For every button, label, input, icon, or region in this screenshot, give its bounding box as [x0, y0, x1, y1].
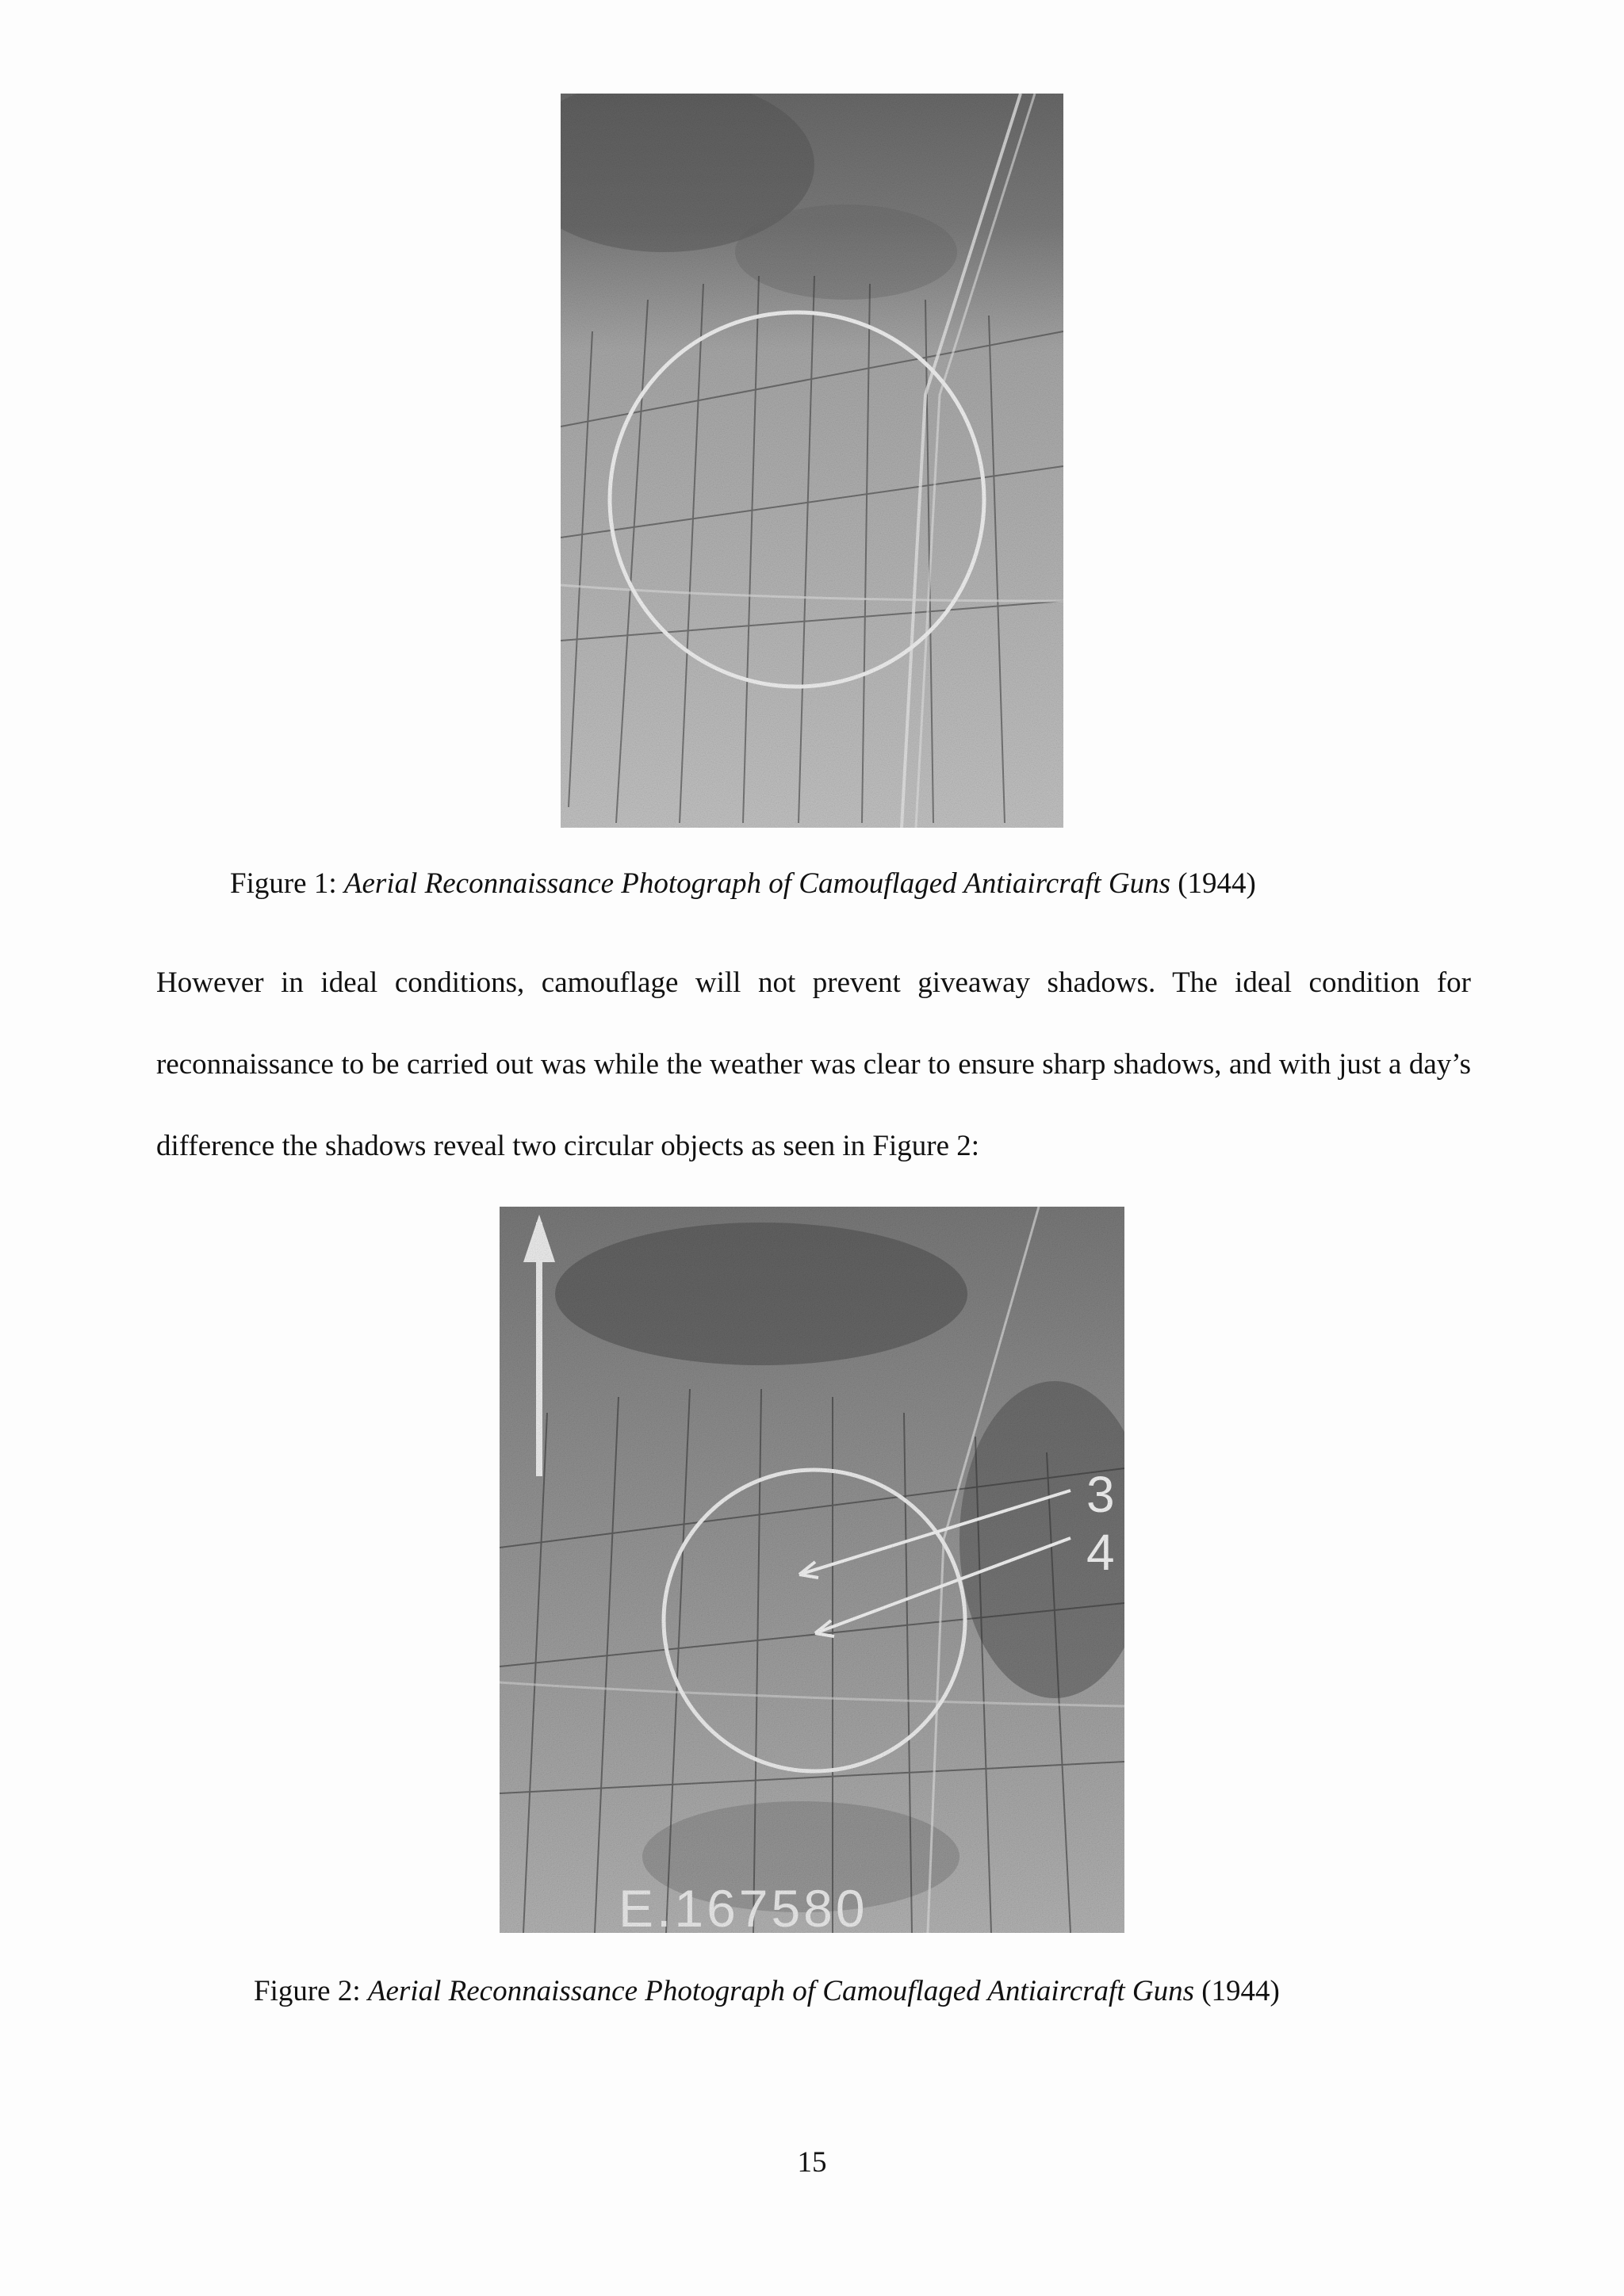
figure-2-caption-prefix: Figure 2: — [254, 1975, 368, 2007]
page-number: 15 — [797, 2146, 827, 2179]
figure-2-annotation-3: 3 — [1086, 1466, 1115, 1523]
figure-2-caption-title: Aerial Reconnaissance Photograph of Camouflaged Antiaircraft Guns — [367, 1975, 1194, 2007]
figure-1-caption-title: Aerial Reconnaissance Photograph of Camouflaged Antiaircraft Guns — [343, 867, 1170, 900]
body-paragraph: However in ideal conditions, camouflage will not prevent giveaway shadows. The ideal condition for reconnaissance to be carried out was while the weather was clear to ensure sharp shadows, and with just a day’s difference the shadows reveal two circular objects as seen in Figure 2: — [156, 966, 1471, 1162]
figure-2-caption — [254, 1974, 1280, 2009]
figure-1-aerial-photo — [561, 94, 1063, 828]
figure-2-aerial-photo — [500, 1207, 1124, 1933]
figure-2-annotation-4: 4 — [1086, 1524, 1115, 1581]
figure-2-caption-suffix: (1944) — [1193, 1975, 1280, 2007]
figure-1-caption-suffix: (1944) — [1170, 867, 1256, 900]
figure-1-photo-graphic — [561, 94, 1063, 828]
figure-1-caption — [230, 867, 1256, 901]
figure-1-caption-prefix: Figure 1: — [230, 867, 344, 900]
figure-2-photo-graphic — [500, 1207, 1124, 1933]
figure-2-photo-code: E.167580 — [619, 1879, 868, 1933]
